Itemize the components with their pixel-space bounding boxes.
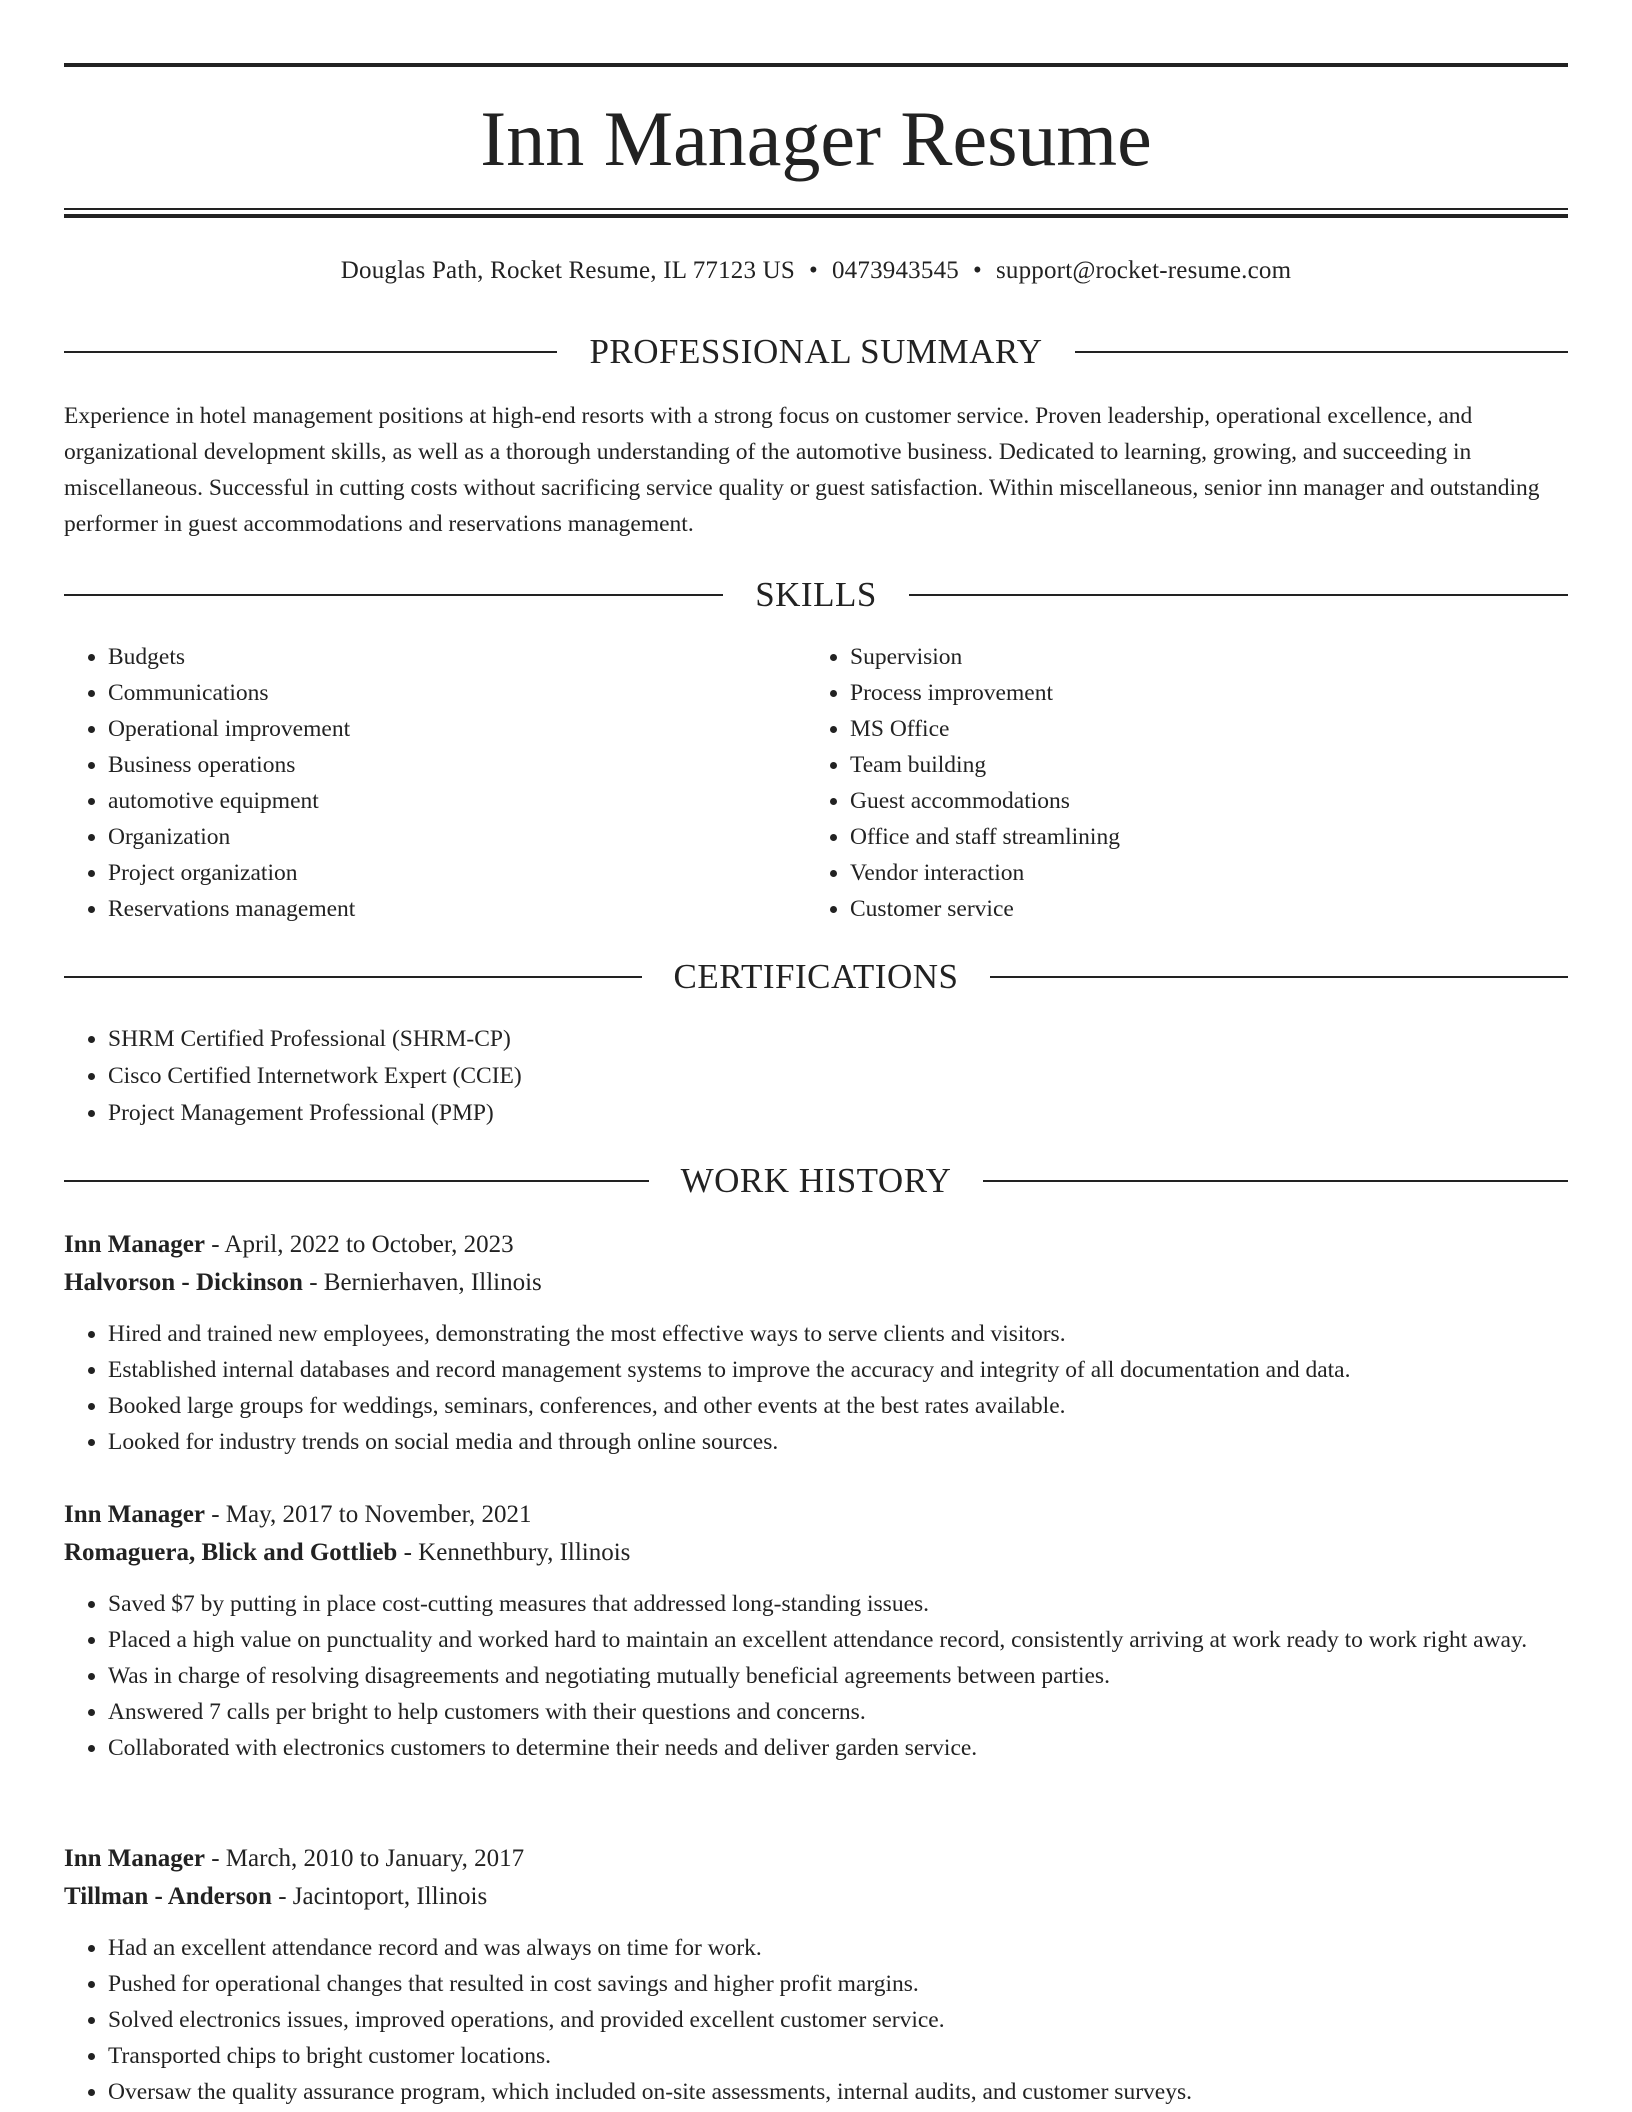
job-location: - Bernierhaven, Illinois — [302, 1269, 542, 1296]
skill-item: • Reservations management — [108, 891, 764, 927]
certifications-heading — [64, 955, 1568, 999]
job-bullet: • Transported chips to bright customer locations. — [108, 2038, 1568, 2074]
job-entry — [64, 1840, 1568, 2110]
certification-item: • Project Management Professional (PMP) — [108, 1095, 1568, 1132]
skill-item: • Organization — [108, 819, 764, 855]
skill-item: • Budgets — [108, 639, 764, 675]
summary-text: Experience in hotel management positions at high-end resorts with a strong focus on customer service. Proven leadership, operational excellence, and organizational development skills, as well as a thorough understanding of the automotive business. Dedicated to learning, growing, and succeeding in miscellaneous. Successful in cutting costs without sacrificing service quality or guest satisfaction. Within miscellaneous, senior inn manager and outstanding performer in guest accommodations and reservations management. — [64, 403, 1540, 537]
skills-left-column — [64, 639, 764, 927]
summary-heading — [64, 330, 1568, 374]
job-bullet: • Had an excellent attendance record and was always on time for work. — [108, 1930, 1568, 1966]
skill-item: • Business operations — [108, 747, 764, 783]
job-location: - Kennethbury, Illinois — [397, 1539, 631, 1566]
contact-line — [64, 254, 1568, 288]
job-dates: - April, 2022 to October, 2023 — [204, 1231, 514, 1258]
heading-rule — [990, 976, 1568, 978]
summary-heading-label: PROFESSIONAL SUMMARY — [589, 332, 1043, 371]
skill-item: • Team building — [850, 747, 1506, 783]
contact-separator: • — [809, 257, 818, 284]
certification-item: • SHRM Certified Professional (SHRM-CP) — [108, 1021, 1568, 1058]
job-bullet: • Saved $7 by putting in place cost-cutting measures that addressed long-standing issues. — [108, 1586, 1568, 1622]
job-entry — [64, 1496, 1568, 1766]
job-bullet: • Oversaw the quality assurance program, which included on-site assessments, internal audits, and customer surveys. — [108, 2074, 1568, 2110]
contact-separator: • — [972, 257, 982, 284]
job-company-line — [64, 1878, 1568, 1916]
top-rule — [64, 63, 1568, 67]
skill-item: • Communications — [108, 675, 764, 711]
certifications-heading-label: CERTIFICATIONS — [673, 957, 959, 996]
skill-item: • automotive equipment — [108, 783, 764, 819]
skill-item: • MS Office — [850, 711, 1506, 747]
job-bullet: • Solved electronics issues, improved operations, and provided excellent customer service. — [108, 2002, 1568, 2038]
job-bullet: • Booked large groups for weddings, seminars, conferences, and other events at the best rates available. — [108, 1388, 1568, 1424]
job-company-line — [64, 1534, 1568, 1572]
job-title-line — [64, 1840, 1568, 1878]
title-double-rule — [64, 208, 1568, 218]
work-history-heading — [64, 1159, 1568, 1203]
skill-item: • Vendor interaction — [850, 855, 1506, 891]
job-title: Inn Manager — [64, 1501, 205, 1528]
resume-title: Inn Manager Resume — [480, 95, 1152, 182]
skill-item: • Project organization — [108, 855, 764, 891]
job-bullet: • Looked for industry trends on social media and through online sources. — [108, 1424, 1568, 1460]
job-dates: - March, 2010 to January, 2017 — [204, 1845, 525, 1872]
job-bullet: • Established internal databases and record management systems to improve the accuracy and integrity of all documentation and data. — [108, 1352, 1568, 1388]
skills-heading-label: SKILLS — [755, 575, 877, 614]
job-bullet: • Placed a high value on punctuality and worked hard to maintain an excellent attendance record, consistently arriving at work ready to work right away. — [108, 1622, 1568, 1658]
job-bullet: • Collaborated with electronics customers to determine their needs and deliver garden service. — [108, 1730, 1568, 1766]
skill-item: • Customer service — [850, 891, 1506, 927]
job-title-line — [64, 1226, 1568, 1264]
job-company-line — [64, 1264, 1568, 1302]
skills-right-column — [806, 639, 1506, 927]
job-bullet: • Pushed for operational changes that resulted in cost savings and higher profit margins. — [108, 1966, 1568, 2002]
job-company: Halvorson - Dickinson — [64, 1269, 303, 1296]
heading-rule — [983, 1180, 1568, 1182]
skills-heading — [64, 573, 1568, 617]
skill-item: • Supervision — [850, 639, 1506, 675]
job-location: - Jacintoport, Illinois — [271, 1883, 488, 1910]
job-entry — [64, 1226, 1568, 1460]
skill-item: • Process improvement — [850, 675, 1506, 711]
job-company: Tillman - Anderson — [64, 1883, 272, 1910]
job-bullet: • Hired and trained new employees, demonstrating the most effective ways to serve clients and visitors. — [108, 1316, 1568, 1352]
contact-phone: 0473943545 — [831, 257, 959, 284]
heading-rule — [64, 1180, 649, 1182]
job-company: Romaguera, Blick and Gottlieb — [64, 1539, 398, 1566]
certification-item: • Cisco Certified Internetwork Expert (CCIE) — [108, 1058, 1568, 1095]
heading-rule — [909, 594, 1568, 596]
heading-rule — [64, 976, 642, 978]
work-history-heading-label: WORK HISTORY — [680, 1161, 952, 1200]
contact-email: support@rocket-resume.com — [995, 257, 1292, 284]
skill-item: • Office and staff streamlining — [850, 819, 1506, 855]
job-title: Inn Manager — [64, 1845, 205, 1872]
job-title: Inn Manager — [64, 1231, 205, 1258]
heading-rule — [1075, 351, 1568, 353]
job-bullet: • Answered 7 calls per bright to help customers with their questions and concerns. — [108, 1694, 1568, 1730]
heading-rule — [64, 351, 557, 353]
job-title-line — [64, 1496, 1568, 1534]
contact-address: Douglas Path, Rocket Resume, IL 77123 US — [340, 257, 796, 284]
certifications-list — [64, 1021, 1568, 1132]
heading-rule — [64, 594, 723, 596]
job-bullet: • Was in charge of resolving disagreements and negotiating mutually beneficial agreements between parties. — [108, 1658, 1568, 1694]
skill-item: • Operational improvement — [108, 711, 764, 747]
skill-item: • Guest accommodations — [850, 783, 1506, 819]
job-dates: - May, 2017 to November, 2021 — [204, 1501, 532, 1528]
